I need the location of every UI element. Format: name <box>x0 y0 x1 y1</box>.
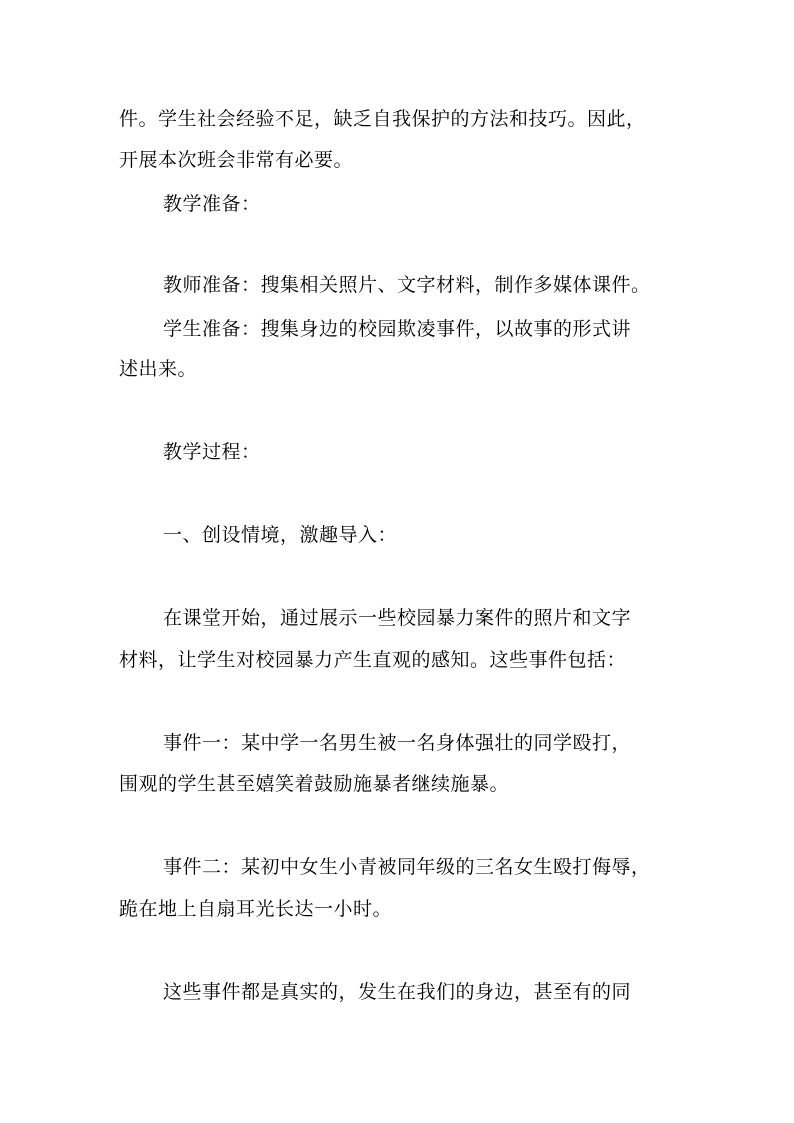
paragraph-line: 件。学生社会经验不足，缺乏自我保护的方法和技巧。因此， <box>119 108 646 130</box>
paragraph-line: 围观的学生甚至嬉笑着鼓励施暴者继续施暴。 <box>119 773 510 795</box>
paragraph-line: 事件一：某中学一名男生被一名身体强壮的同学殴打， <box>163 732 632 754</box>
section-heading: 一、创设情境，激趣导入： <box>163 524 398 546</box>
paragraph-line: 事件二：某初中女生小青被同年级的三名女生殴打侮辱， <box>163 856 651 878</box>
section-heading: 教学准备： <box>163 193 261 215</box>
paragraph-line: 材料，让学生对校园暴力产生直观的感知。这些事件包括： <box>119 649 627 671</box>
paragraph-line: 跪在地上自扇耳光长达一小时。 <box>119 898 393 920</box>
paragraph-line: 述出来。 <box>119 358 198 380</box>
paragraph-line: 学生准备：搜集身边的校园欺凌事件，以故事的形式讲 <box>163 318 632 340</box>
paragraph-line: 这些事件都是真实的，发生在我们的身边，甚至有的同 <box>163 981 632 1003</box>
paragraph-line: 教师准备：搜集相关照片、文字材料，制作多媒体课件。 <box>163 274 651 296</box>
paragraph-line: 开展本次班会非常有必要。 <box>119 149 354 171</box>
paragraph-line: 在课堂开始，通过展示一些校园暴力案件的照片和文字 <box>163 607 632 629</box>
section-heading: 教学过程： <box>163 441 261 463</box>
